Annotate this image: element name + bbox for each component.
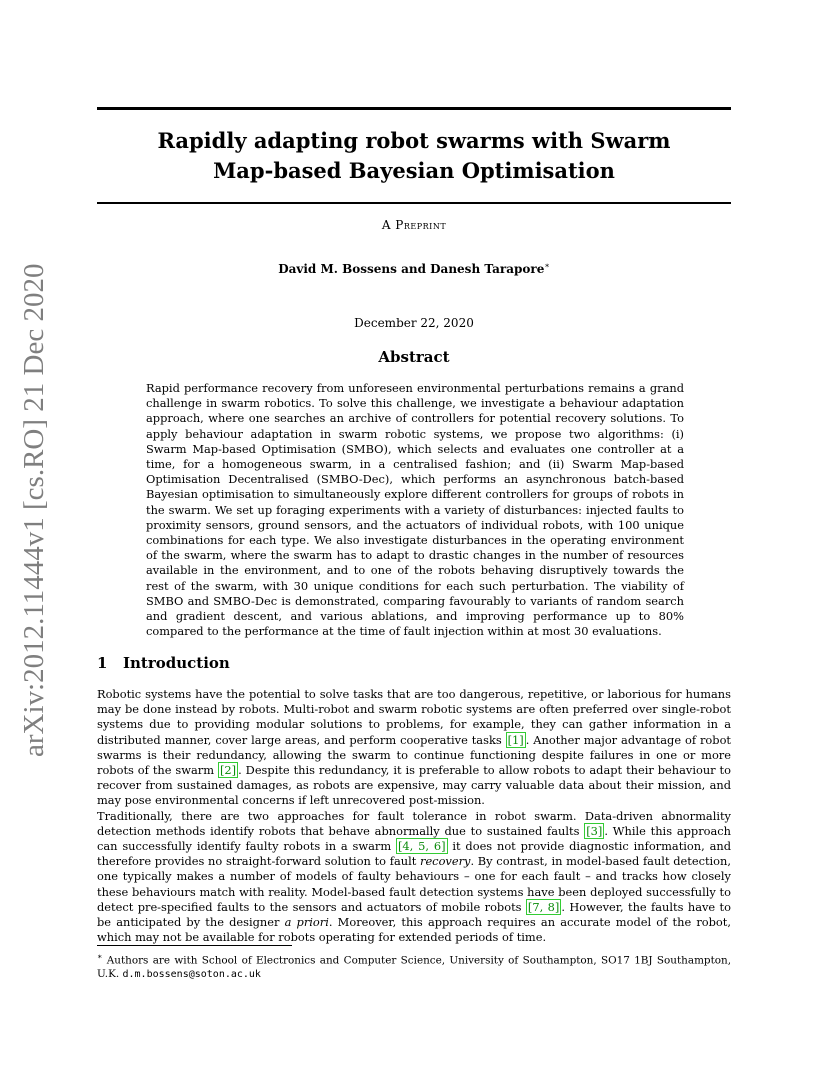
footnote-rule bbox=[97, 945, 292, 946]
emphasis-a-priori: a priori bbox=[284, 915, 329, 930]
abstract-text: Rapid performance recovery from unforeseen environmental perturbations remains a grand challenge in swarm robotics. To solve this challenge, we investigate a behaviour adaptation approach, where one searches an archive of controllers for potential recovery solutions. To apply behaviour adaptation in swarm robotic systems, we propose two algorithms: (i) Swarm Map-based Optimisation (SMBO), which selects and evaluates one controller at a time, for a homogeneous swarm, in a centralised fashion; and (ii) Swarm Map-based Optimisation Decentralised (SMBO-Dec), which performs an asynchronous batch-based Bayesian optimisation to simultaneously explore different controllers for groups of robots in the swarm. We set up foraging experiments with a variety of disturbances: injected faults to proximity sensors, ground sensors, and the actuators of individual robots, with 100 unique combinations for each type. We also investigate disturbances in the operating environment of the swarm, where the swarm has to adapt to drastic changes in the number of resources available in the environment, and to one of the robots behaving disruptively towards the rest of the swarm, with 30 unique conditions for each such perturbation. The viability of SMBO and SMBO-Dec is demonstrated, comparing favourably to variants of random search and gradient descent, and various ablations, and improving performance up to 80% compared to the performance at the time of fault injection within at most 30 evaluations. bbox=[146, 381, 684, 639]
introduction-body bbox=[97, 687, 731, 945]
footnote-text: Authors are with School of Electronics and Computer Science, University of Southampton, SO17 1BJ Southampton, U.K. bbox=[97, 954, 731, 981]
intro-text: . Moreover, this approach requires an accurate model of the robot, which may not be available for robots operating for extended periods of time. bbox=[97, 915, 731, 945]
preprint-label: A Preprint bbox=[381, 218, 447, 232]
footnote-mark: ∗ bbox=[97, 952, 103, 961]
title-line-2: Map-based Bayesian Optimisation bbox=[213, 158, 615, 183]
intro-text: . Despite this redundancy, it is preferable to allow robots to adapt their behaviour to recover from sustained damages, as robots are expensive, may carry valuable data about their mission, and may pose environmental concerns if left unrecovered post-mission. bbox=[97, 763, 731, 808]
citation-link[interactable]: [1] bbox=[507, 732, 524, 747]
citation-link[interactable]: [7, 8] bbox=[527, 899, 560, 914]
intro-paragraph-2 bbox=[97, 809, 731, 946]
citation-link[interactable]: [4, 5, 6] bbox=[397, 839, 446, 854]
section-heading bbox=[97, 654, 230, 672]
citation-link[interactable]: [3] bbox=[586, 823, 603, 838]
intro-text: Traditionally, there are two approaches for fault tolerance in robot swarm. Data-driven abnormality detection methods identify robots that behave abnormally due to sustained faults bbox=[97, 808, 731, 838]
intro-text: it does not provide diagnostic information, and therefore provides no straight-forward solution to fault bbox=[97, 839, 731, 869]
abstract-heading: Abstract bbox=[378, 348, 450, 366]
title-bottom-rule bbox=[97, 202, 731, 204]
citation-link[interactable]: [2] bbox=[219, 763, 237, 778]
intro-text: . While this approach can successfully identify faulty robots in a swarm bbox=[97, 823, 731, 854]
author-footnote-mark[interactable]: ∗ bbox=[544, 261, 550, 270]
author-email[interactable]: d.m.bossens@soton.ac.uk bbox=[122, 969, 261, 981]
intro-text: . Another major advantage of robot swarms is their redundancy, allowing the swarm to continue functioning despite failures in one or more robots of the swarm bbox=[97, 732, 731, 778]
footnote bbox=[97, 950, 731, 982]
top-rule bbox=[97, 107, 731, 110]
authors bbox=[97, 261, 731, 276]
author-names: David M. Bossens and Danesh Tarapore bbox=[278, 262, 545, 276]
section-number: 1 bbox=[97, 654, 108, 672]
paper-title bbox=[97, 126, 731, 186]
intro-text: Robotic systems have the potential to solve tasks that are too dangerous, repetitive, or laborious for humans may be done instead by robots. Multi-robot and swarm robotic systems are often preferred over single-robot systems due to providing modular solutions to problems, for example, they can gather information in a distributed manner, cover large areas, and perform cooperative tasks bbox=[97, 687, 731, 747]
intro-text: . By contrast, in model-based fault detection, one typically makes a number of models of faulty behaviours – one for each fault – and tracks how closely these behaviours match with reality. Model-based fault detection systems have been deployed successfully to detect pre-specified faults to the sensors and actuators of mobile robots bbox=[97, 854, 731, 914]
emphasis-recovery: recovery bbox=[420, 854, 471, 869]
arxiv-stamp: arXiv:2012.11444v1 [cs.RO] 21 Dec 2020 bbox=[18, 263, 50, 757]
paper-date: December 22, 2020 bbox=[354, 316, 474, 330]
title-line-1: Rapidly adapting robot swarms with Swarm bbox=[157, 128, 671, 153]
section-title: Introduction bbox=[123, 654, 230, 672]
intro-paragraph-1 bbox=[97, 687, 731, 809]
intro-text: . However, the faults have to be anticipated by the designer bbox=[97, 899, 731, 930]
